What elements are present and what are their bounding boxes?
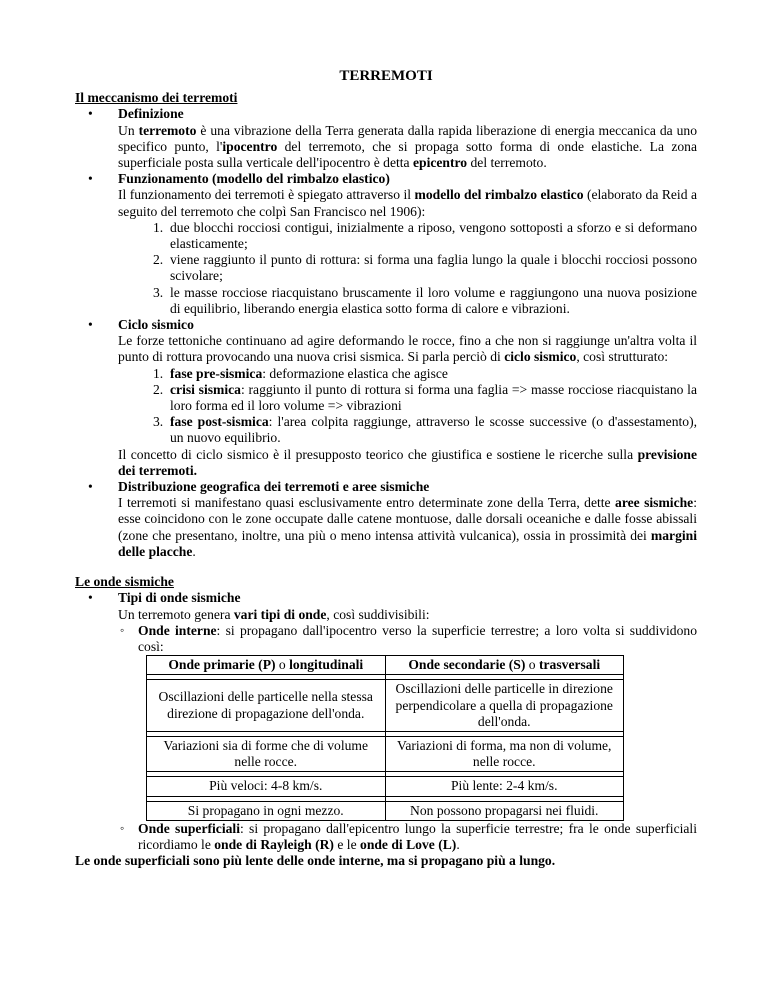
item-label-definizione: Definizione <box>118 106 184 122</box>
document-page <box>75 68 697 869</box>
section-heading-meccanismo: Il meccanismo dei terremoti <box>75 90 238 106</box>
table-row <box>147 680 624 732</box>
page-title: TERREMOTI <box>339 68 433 84</box>
onde-list <box>75 590 697 853</box>
bullet-icon: • <box>88 171 93 187</box>
bullet-icon: • <box>88 317 93 333</box>
list-item-funzionamento <box>88 171 698 317</box>
table-cell: Più lente: 2-4 km/s. <box>385 777 624 796</box>
list-item-tipi-onde <box>88 590 697 853</box>
circle-bullet-icon: ◦ <box>120 820 125 835</box>
paragraph-funzionamento: Il funzionamento dei terremoti è spiegato attraverso il modello del rimbalzo elastico (elaborato da Reid a seguito del terremoto che colpì San Francisco nel 1906): <box>118 187 698 219</box>
list-item-distribuzione <box>88 479 697 560</box>
table-header-row <box>147 656 624 675</box>
bullet-icon: • <box>88 106 93 122</box>
list-item-ciclo <box>88 317 697 479</box>
section-heading-onde: Le onde sismiche <box>75 574 174 590</box>
waves-comparison-table <box>146 655 624 821</box>
paragraph-ciclo-conclusione: Il concetto di ciclo sismico è il presupposto teorico che giustifica e sostiene le ricerche sulla previsione dei terremoti. <box>118 446 697 478</box>
table-cell: Si propagano in ogni mezzo. <box>147 801 386 820</box>
meccanismo-list <box>75 106 697 560</box>
item-label-funzionamento: Funzionamento (modello del rimbalzo elastico) <box>118 171 390 187</box>
table-cell: Più veloci: 4-8 km/s. <box>147 777 386 796</box>
paragraph-tipi: Un terremoto genera vari tipi di onde, così suddivisibili: <box>118 606 430 622</box>
paragraph-distribuzione: I terremoti si manifestano quasi esclusivamente entro determinate zone della Terra, dette aree sismiche: esse coincidono con le zone occupate dalle catene montuose, dalle dorsali oceaniche e dalle fosse abissali (zone che presentano, inoltre, una più o meno intensa attività vulcanica), ossia in prossimità dei margini delle placche. <box>118 495 697 559</box>
column-header-primarie: Onde primarie (P) o longitudinali <box>147 656 386 675</box>
table-row <box>147 777 624 796</box>
list-item-onde-interne: ◦ Onde interne: si propagano dall'ipocentro verso la superficie terrestre; a loro volta si suddividono così: Onde primarie (P) o longitudinali Onde secondarie (S) o trasversali Oscillazioni delle particelle nella stessa direzione di propagazione dell'onda. Oscillazioni delle particelle in direzione perpendicolare a quella di propagazione dell'onda. Variazioni sia di forme che di volume nelle rocce. Variazioni di forma, ma non di volume, nelle rocce. Più veloci: 4-8 km/s. Più lente: 2-4 km/s. Si propagano in ogni mezzo. Non possono propagarsi nei fluidi. <box>138 623 697 821</box>
circle-bullet-icon: ◦ <box>120 622 125 637</box>
paragraph-ciclo: Le forze tettoniche continuano ad agire deformando le rocce, fino a che non si raggiunge un'altra volta il punto di rottura provocando una nuova crisi sismica. Si parla perciò di ciclo sismico, così strutturato: <box>118 333 697 365</box>
item-label-ciclo: Ciclo sismico <box>118 317 194 333</box>
list-item: 3. le masse rocciose riacquistano bruscamente il loro volume e raggiungono una nuova posizione di equilibrio, liberando energia elastica sotto forma di calore e vibrazioni. <box>153 284 697 316</box>
table-cell: Variazioni di forma, ma non di volume, nelle rocce. <box>385 736 624 771</box>
item-label-distribuzione: Distribuzione geografica dei terremoti e aree sismiche <box>118 479 430 495</box>
rimbalzo-steps <box>118 220 697 317</box>
list-item: 1. fase pre-sismica: deformazione elastica che agisce <box>153 365 448 381</box>
column-header-secondarie: Onde secondarie (S) o trasversali <box>385 656 624 675</box>
ciclo-phases <box>118 366 697 447</box>
bullet-icon: • <box>88 590 93 606</box>
list-item: 3. fase post-sismica: l'area colpita raggiunge, attraverso le scosse successive (o d'assestamento), un nuovo equilibrio. <box>153 414 697 446</box>
table-row <box>147 801 624 820</box>
table-cell: Non possono propagarsi nei fluidi. <box>385 801 624 820</box>
table-cell: Oscillazioni delle particelle nella stessa direzione di propagazione dell'onda. <box>147 680 386 732</box>
table-cell: Variazioni sia di forme che di volume nelle rocce. <box>147 736 386 771</box>
table-cell: Oscillazioni delle particelle in direzione perpendicolare a quella di propagazione dell'onda. <box>385 680 624 732</box>
bullet-icon: • <box>88 479 93 495</box>
list-item: 2. viene raggiunto il punto di rottura: si forma una faglia lungo la quale i blocchi rocciosi possono scivolare; <box>153 252 697 284</box>
closing-statement: Le onde superficiali sono più lente delle onde interne, ma si propagano più a lungo. <box>75 853 556 869</box>
list-item: 2. crisi sismica: raggiunto il punto di rottura si forma una faglia => masse rocciose riacquistano la loro forma ed il loro volume => vibrazioni <box>153 381 697 414</box>
paragraph-definizione: Un terremoto è una vibrazione della Terra generata dalla rapida liberazione di energia meccanica da uno specifico punto, l'ipocentro del terremoto, che si propaga sotto forma di onde elastiche. La zona superficiale posta sulla verticale dell'ipocentro è detta epicentro del terremoto. <box>118 122 698 171</box>
list-item-definizione <box>88 106 698 171</box>
list-item: 1. due blocchi rocciosi contigui, inizialmente a riposo, vengono sottoposti a sforzo e si deformano elasticamente; <box>153 219 697 252</box>
item-label-tipi: Tipi di onde sismiche <box>118 590 241 606</box>
list-item-onde-superficiali: ◦ Onde superficiali: si propagano dall'epicentro lungo la superficie terrestre; fra le onde superficiali ricordiamo le onde di Rayleigh (R) e le onde di Love (L). <box>120 820 697 852</box>
wave-categories <box>118 623 697 853</box>
table-row <box>147 736 624 771</box>
